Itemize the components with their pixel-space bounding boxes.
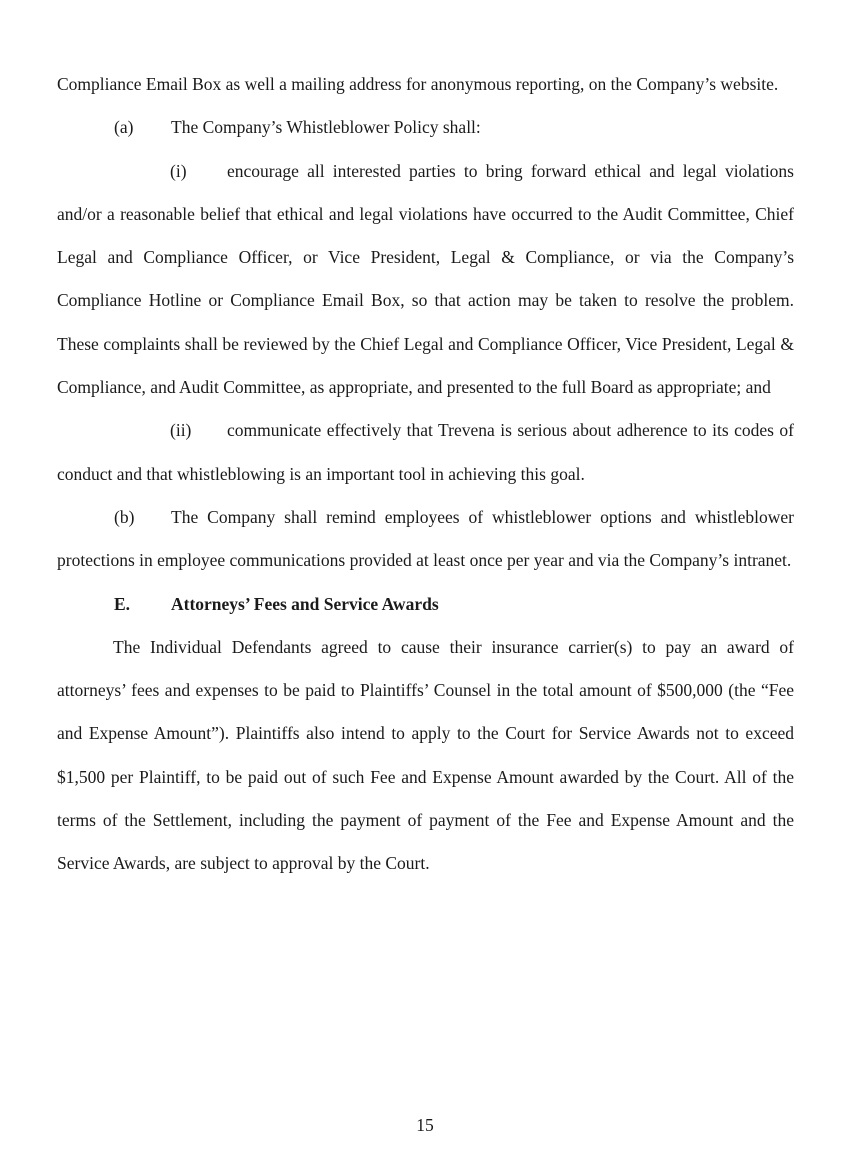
item-i-text: encourage all interested parties to bring forward ethical and legal violations and/or a reasonable belief that ethical and legal violations have occurred to the Audit Committee, Chief Legal and Compliance Officer, or Vice President, Legal & Compliance, or via the Company’s Compliance Hotline or Compliance Email Box, so that action may be taken to resolve the problem. These complaints shall be reviewed by the Chief Legal and Compliance Officer, Vice President, Legal & Compliance, and Audit Committee, as appropriate, and presented to the full Board as appropriate; and (57, 160, 794, 398)
item-a-label: (a) (114, 117, 134, 138)
item-i-label: (i) (170, 160, 187, 181)
section-e-label: E. (114, 593, 131, 614)
item-i (57, 150, 794, 410)
page-number: 15 (416, 1115, 434, 1135)
document-page (57, 63, 794, 886)
item-b (57, 496, 794, 583)
intro-paragraph: Compliance Email Box as well a mailing address for anonymous reporting, on the Company’s website. (57, 74, 779, 94)
section-e-heading (57, 583, 794, 626)
item-ii-label: (ii) (170, 420, 192, 441)
item-a-text: The Company’s Whistleblower Policy shall: (171, 117, 481, 138)
item-a (57, 106, 794, 149)
item-b-text: The Company shall remind employees of whistleblower options and whistleblower protections in employee communications provided at least once per year and via the Company’s intranet. (57, 506, 794, 571)
item-b-label: (b) (114, 506, 135, 527)
section-e-body: The Individual Defendants agreed to cause their insurance carrier(s) to pay an award of attorneys’ fees and expenses to be paid to Plaintiffs’ Counsel in the total amount of $500,000 (the “Fee and Expense Amount”). Plaintiffs also intend to apply to the Court for Service Awards not to exceed $1,500 per Plaintiff, to be paid out of such Fee and Expense Amount awarded by the Court. All of the terms of the Settlement, including the payment of payment of the Fee and Expense Amount and the Service Awards, are subject to approval by the Court. (57, 636, 794, 874)
item-ii (57, 409, 794, 496)
section-e-title: Attorneys’ Fees and Service Awards (171, 593, 439, 614)
item-ii-text: communicate effectively that Trevena is serious about adherence to its codes of conduct and that whistleblowing is an important tool in achieving this goal. (57, 420, 794, 484)
